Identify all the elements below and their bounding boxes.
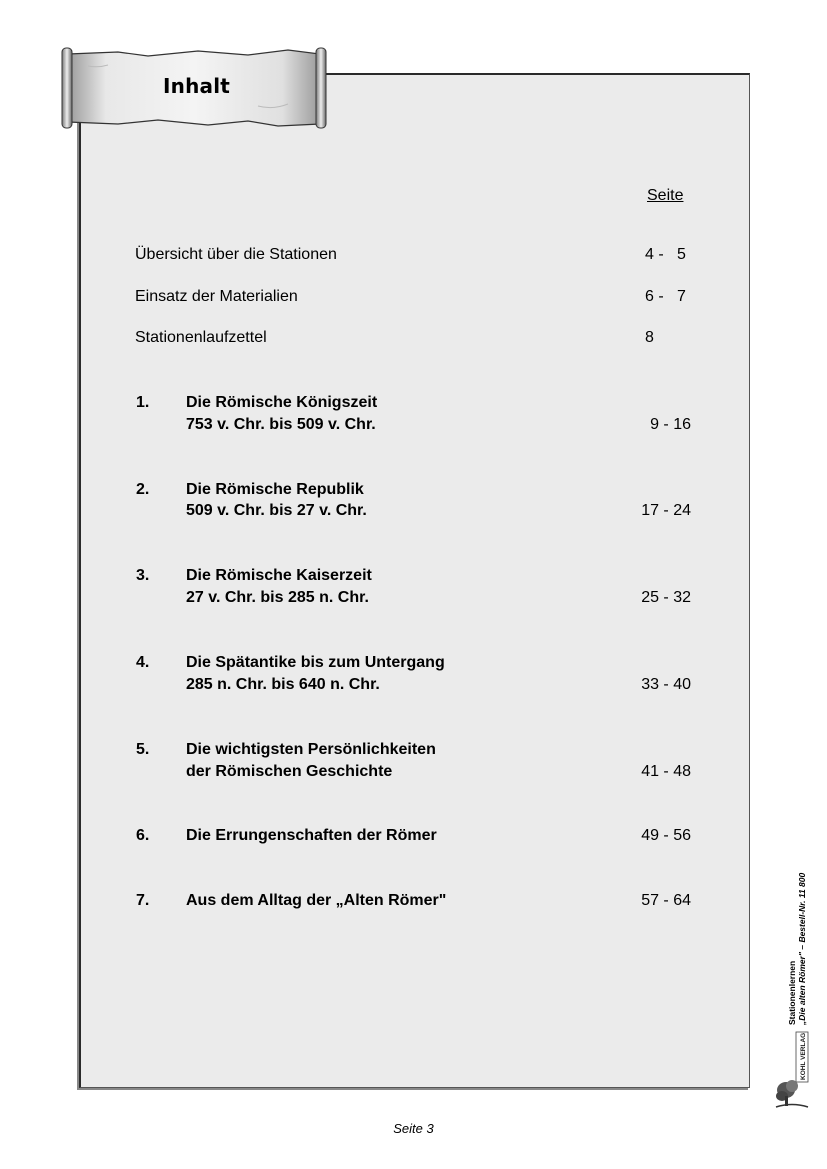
chapter-subtitle: 509 v. Chr. bis 27 v. Chr. [186,502,367,519]
publisher-logo-icon [772,1030,812,1110]
chapter-pages: 17 - 24 [641,502,691,519]
chapter-title: Aus dem Alltag der „Alten Römer" [186,892,447,909]
side-line-1: Stationenlernen [787,960,797,1025]
toc-intro-label: Einsatz der Materialien [135,288,298,305]
chapter-subtitle: 753 v. Chr. bis 509 v. Chr. [186,416,376,433]
chapter-subtitle: der Römischen Geschichte [186,763,393,780]
chapter-title: Die Römische Republik [186,481,364,498]
chapter-title: Die Errungenschaften der Römer [186,827,437,844]
chapter-number: 5. [136,741,150,758]
chapter-pages: 57 - 64 [641,892,691,909]
side-line-2: „Die alten Römer" – Bestell-Nr. 11 800 [797,872,807,1025]
toc-intro-pages: 8 [645,329,654,346]
side-publication-info [787,873,807,1025]
chapter-number: 2. [136,481,150,498]
page-title: Inhalt [163,74,231,98]
chapter-subtitle: 27 v. Chr. bis 285 n. Chr. [186,589,369,606]
chapter-pages: 33 - 40 [641,676,691,693]
chapter-number: 7. [136,892,150,909]
chapter-pages: 25 - 32 [641,589,691,606]
chapter-number: 3. [136,567,150,584]
chapter-title: Die Römische Kaiserzeit [186,567,372,584]
toc-intro-pages: 6 - 7 [645,288,686,305]
chapter-subtitle: 285 n. Chr. bis 640 n. Chr. [186,676,380,693]
toc-intro-label: Stationenlaufzettel [135,329,267,346]
chapter-number: 4. [136,654,150,671]
toc-intro-label: Übersicht über die Stationen [135,246,337,263]
chapter-pages: 49 - 56 [641,827,691,844]
chapter-title: Die wichtigsten Persönlichkeiten [186,741,436,758]
toc-intro-pages: 4 - 5 [645,246,686,263]
chapter-pages: 9 - 16 [650,416,691,433]
logo-text: KOHL VERLAG [800,1032,807,1080]
content-panel [79,73,750,1088]
chapter-number: 1. [136,394,150,411]
chapter-number: 6. [136,827,150,844]
seite-column-header: Seite [647,187,684,204]
chapter-title: Die Römische Königszeit [186,394,378,411]
chapter-title: Die Spätantike bis zum Untergang [186,654,445,671]
page-number-footer: Seite 3 [393,1121,434,1136]
chapter-pages: 41 - 48 [641,763,691,780]
